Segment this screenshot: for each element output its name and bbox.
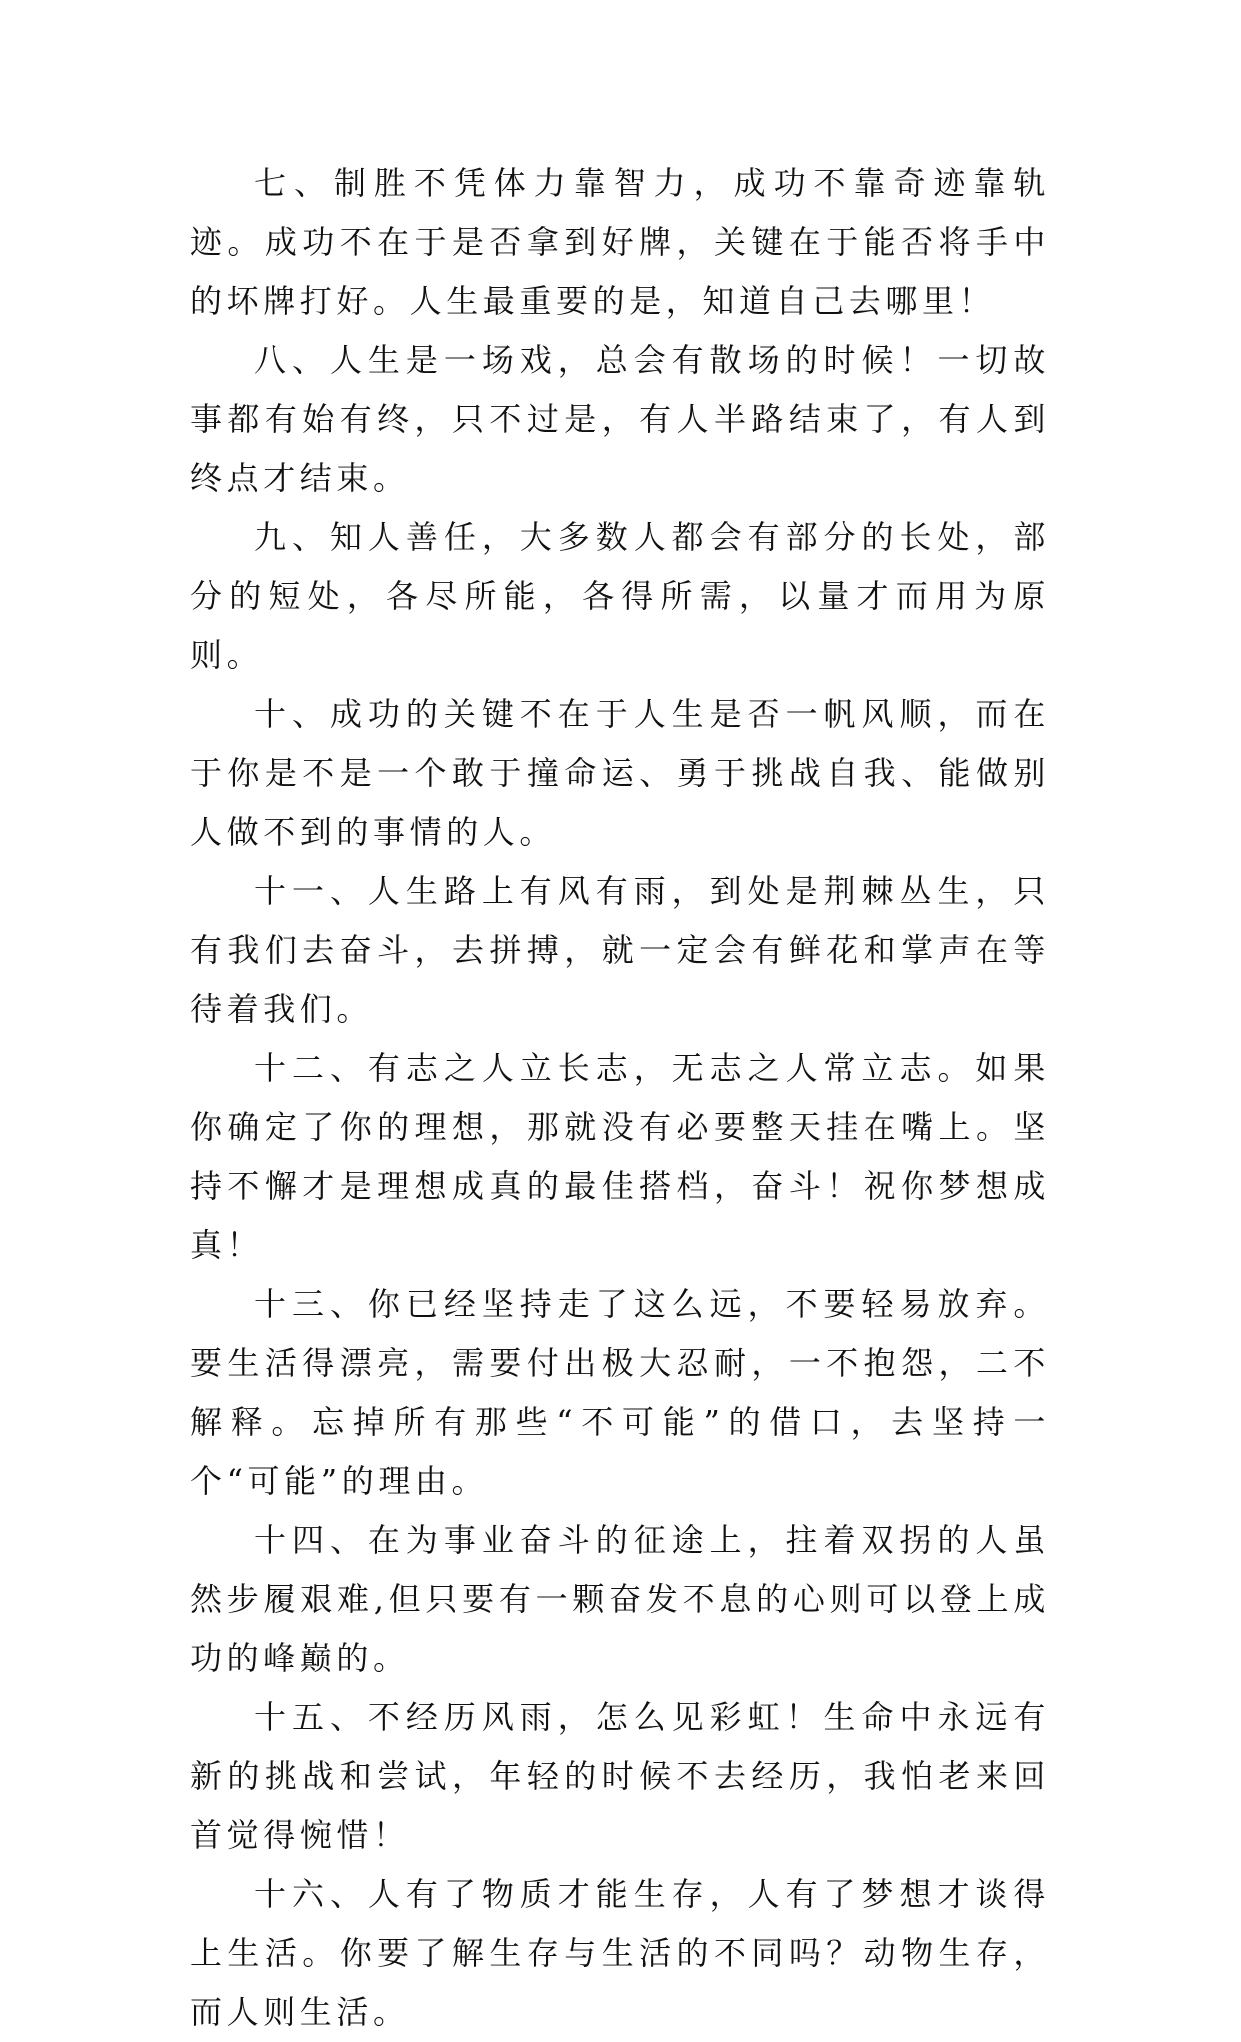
paragraph-13: 十三、你已经坚持走了这么远，不要轻易放弃。要生活得漂亮，需要付出极大忍耐，一不抱怨，二不解释。忘掉所有那些“不可能”的借口，去坚持一个“可能”的理由。	[190, 1285, 1050, 1500]
paragraph-14: 十四、在为事业奋斗的征途上，拄着双拐的人虽然步履艰难,但只要有一颗奋发不息的心则可以登上成功的峰巅的。	[190, 1521, 1050, 1677]
paragraph-11: 十一、人生路上有风有雨，到处是荆棘丛生，只有我们去奋斗，去拼搏，就一定会有鲜花和掌声在等待着我们。	[190, 872, 1050, 1028]
paragraph-15: 十五、不经历风雨，怎么见彩虹！生命中永远有新的挑战和尝试，年轻的时候不去经历，我怕老来回首觉得惋惜！	[190, 1698, 1050, 1854]
paragraph-8: 八、人生是一场戏，总会有散场的时候！一切故事都有始有终，只不过是，有人半路结束了，有人到终点才结束。	[190, 341, 1050, 497]
paragraph-10: 十、成功的关键不在于人生是否一帆风顺，而在于你是不是一个敢于撞命运、勇于挑战自我、能做别人做不到的事情的人。	[190, 695, 1050, 851]
paragraph-9: 九、知人善任，大多数人都会有部分的长处，部分的短处，各尽所能，各得所需，以量才而用为原则。	[190, 518, 1050, 674]
paragraph-12: 十二、有志之人立长志，无志之人常立志。如果你确定了你的理想，那就没有必要整天挂在嘴上。坚持不懈才是理想成真的最佳搭档，奋斗！祝你梦想成真！	[190, 1049, 1050, 1264]
document-body	[190, 154, 1050, 2042]
paragraph-7: 七、制胜不凭体力靠智力，成功不靠奇迹靠轨迹。成功不在于是否拿到好牌，关键在于能否将手中的坏牌打好。人生最重要的是，知道自己去哪里！	[190, 164, 1050, 320]
paragraph-16: 十六、人有了物质才能生存，人有了梦想才谈得上生活。你要了解生存与生活的不同吗？动物生存，而人则生活。	[190, 1875, 1050, 2031]
